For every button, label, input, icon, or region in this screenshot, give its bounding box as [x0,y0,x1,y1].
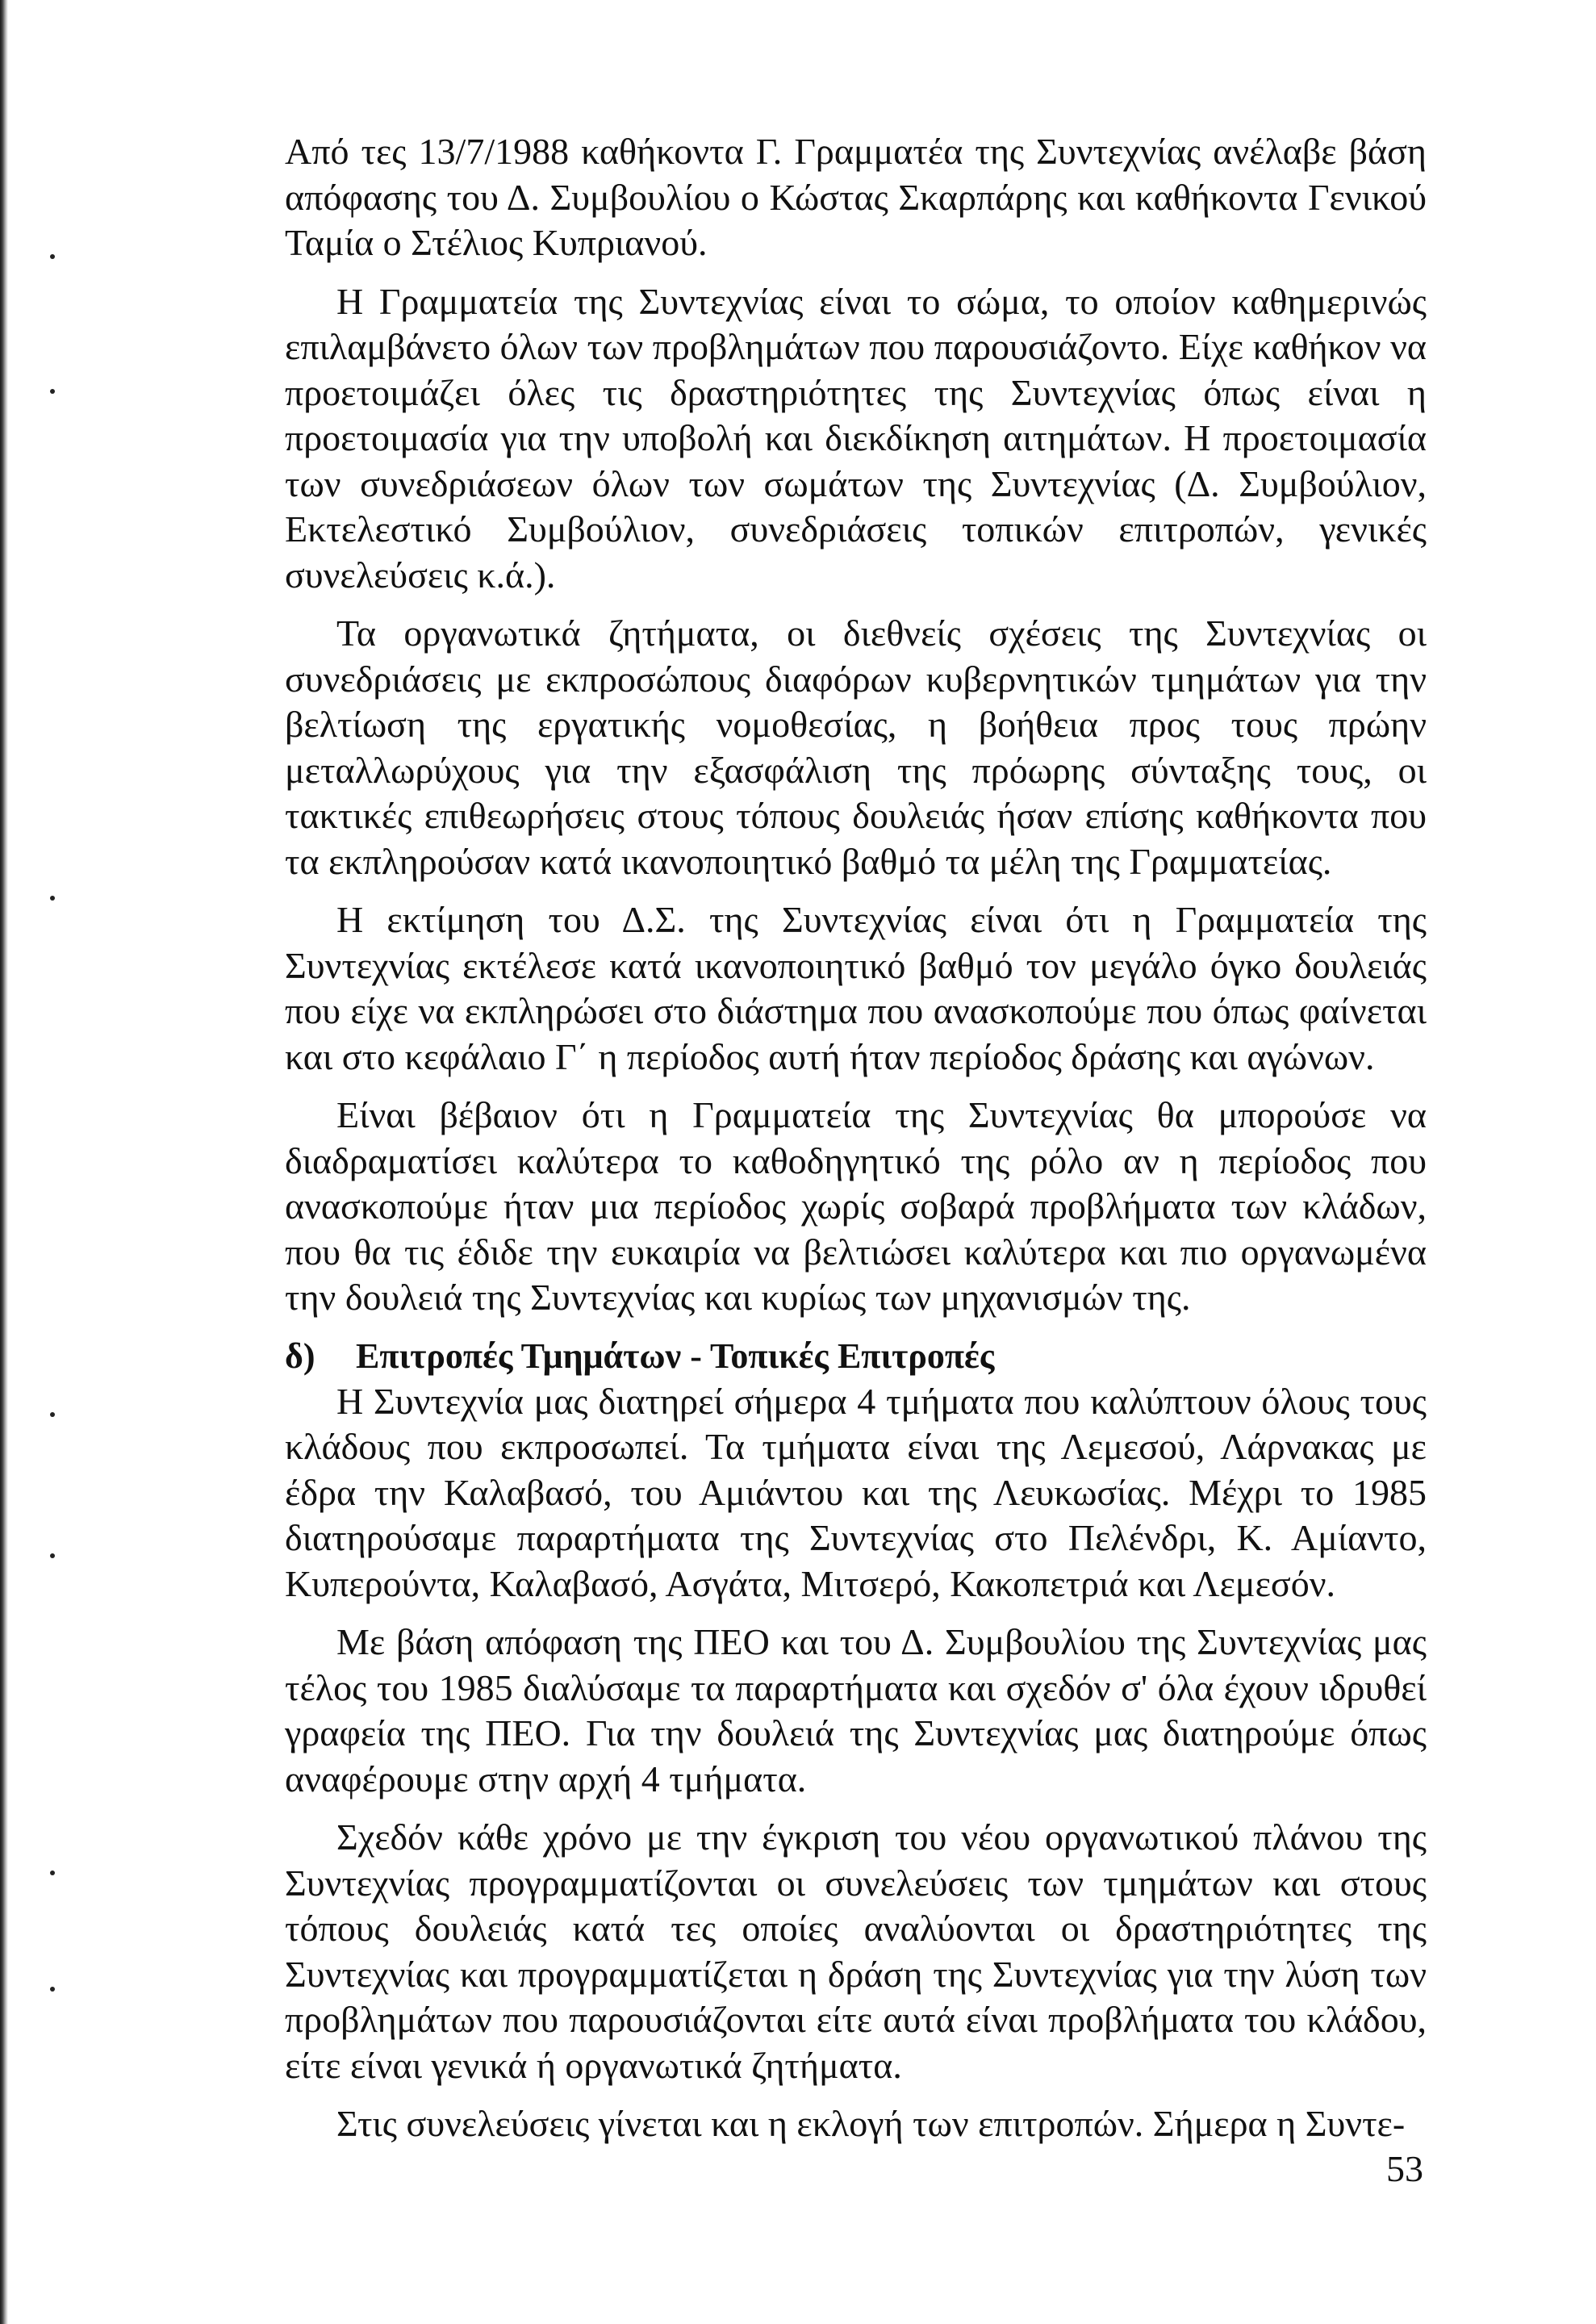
scan-speck [50,254,55,259]
scan-speck [50,1987,55,1992]
paragraph-3: Τα οργανωτικά ζητήματα, οι διεθνείς σχέσεις της Συντεχνίας οι συνεδριάσεις με εκπροσώπους διαφόρων κυβερνητικών τμημάτων για την βελτίωση της εργατικής νομοθεσίας, η βοήθεια προς τους πρώην μεταλλωρύχους για την εξασφάλιση της πρόωρης σύνταξης τους, οι τακτικές επιθεωρήσεις στους τόπους δουλειάς ήσαν επίσης καθήκοντα που τα εκπληρούσαν κατά ικανοποιητικό βαθμό τα μέλη της Γραμματείας. [285,612,1427,882]
paragraph-6: Η Συντεχνία μας διατηρεί σήμερα 4 τμήματα που καλύπτουν όλους τους κλάδους που εκπροσωπεί. Τα τμήματα είναι της Λεμεσού, Λάρνακας με έδρα την Καλαβασό, του Αμιάντου και της Λευκωσίας. Μέχρι το 1985 διατηρούσαμε παραρτήματα της Συντεχνίας στο Πελένδρι, Κ. Αμίαντο, Κυπερούντα, Καλαβασό, Ασγάτα, Μιτσερό, Κακοπετριά και Λεμεσόν. [285,1380,1427,1604]
section-heading [285,1334,1427,1379]
paragraph-5: Είναι βέβαιον ότι η Γραμματεία της Συντεχνίας θα μπορούσε να διαδραματίσει καλύτερα το καθοδηγητικό της ρόλο αν η περίοδος που ανασκοπούμε ήταν μια περίοδος χωρίς σοβαρά προβλήματα των κλάδων, που θα τις έδιδε την ευκαιρία να βελτιώσει καλύτερα και πιο οργανωμένα την δουλειά της Συντεχνίας και κυρίως των μηχανισμών της. [285,1094,1427,1318]
paragraph-4: Η εκτίμηση του Δ.Σ. της Συντεχνίας είναι ότι η Γραμματεία της Συντεχνίας εκτέλεσε κατά ικανοποιητικό βαθμό τον μεγάλο όγκο δουλειάς που είχε να εκπληρώσει στο διάστημα που ανασκοπούμε που όπως φαίνεται και στο κεφάλαιο Γ΄ η περίοδος αυτή ήταν περίοδος δράσης και αγώνων. [285,899,1427,1077]
scan-speck [50,389,55,394]
body-text [285,129,1427,2160]
scan-speck [50,1412,55,1417]
paragraph-9: Στις συνελεύσεις γίνεται και η εκλογή των επιτροπών. Σήμερα η Συντε- [336,2103,1406,2144]
page-number: 53 [1386,2148,1423,2189]
paragraph-1: Από τες 13/7/1988 καθήκοντα Γ. Γραμματέα της Συντεχνίας ανέλαβε βάση απόφασης του Δ. Συμβουλίου ο Κώστας Σκαρπάρης και καθήκοντα Γενικού Ταμία ο Στέλιος Κυπριανού. [285,131,1427,263]
section-title: Επιτροπές Τμημάτων - Τοπικές Επιτροπές [356,1335,995,1376]
scan-edge [0,0,8,2324]
scan-speck [50,1553,55,1558]
scan-speck [50,896,55,901]
scan-speck [50,1870,55,1875]
paragraph-2: Η Γραμματεία της Συντεχνίας είναι το σώμα, το οποίον καθημερινώς επιλαμβάνετο όλων των προβλημάτων που παρουσιάζοντο. Είχε καθήκον να προετοιμάζει όλες τις δραστηριότητες της Συντεχνίας όπως είναι η προετοιμασία για την υποβολή και διεκδίκηση αιτημάτων. Η προετοιμασία των συνεδριάσεων όλων των σωμάτων της Συντεχνίας (Δ. Συμβούλιον, Εκτελεστικό Συμβούλιον, συνεδριάσεις τοπικών επιτροπών, γενικές συνελεύσεις κ.ά.). [285,280,1427,596]
paragraph-7: Με βάση απόφαση της ΠΕΟ και του Δ. Συμβουλίου της Συντεχνίας μας τέλος του 1985 διαλύσαμε τα παραρτήματα και σχεδόν σ' όλα έχουν ιδρυθεί γραφεία της ΠΕΟ. Για την δουλειά της Συντεχνίας μας διατηρούμε όπως αναφέρουμε στην αρχή 4 τμήματα. [285,1621,1427,1799]
section-letter: δ) [285,1335,315,1376]
paragraph-8: Σχεδόν κάθε χρόνο με την έγκριση του νέου οργανωτικού πλάνου της Συντεχνίας προγραμματίζονται οι συνελεύσεις των τμημάτων και στους τόπους δουλειάς κατά τες οποίες αναλύονται οι δραστηριότητες της Συντεχνίας και προγραμματίζεται η δράση της Συντεχνίας για την λύση των προβλημάτων που παρουσιάζονται είτε αυτά είναι προβλήματα του κλάδου, είτε είναι γενικά ή οργανωτικά ζητήματα. [285,1816,1427,2086]
